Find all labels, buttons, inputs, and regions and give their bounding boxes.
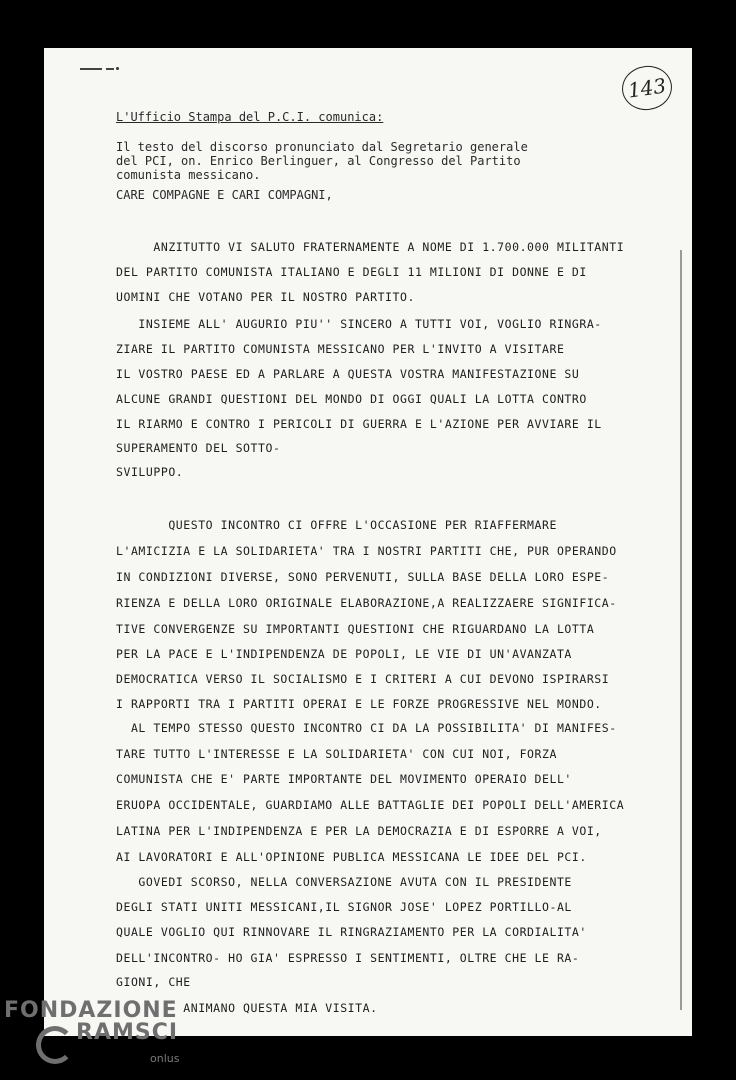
gramsci-g-logo-icon bbox=[36, 1026, 74, 1064]
body-line: DEMOCRATICA VERSO IL SOCIALISMO E I CRITERI A CUI DEVONO ISPIRARSI bbox=[116, 672, 610, 686]
body-line: INSIEME ALL' AUGURIO PIU'' SINCERO A TUTTI VOI, VOGLIO RINGRA- bbox=[116, 317, 602, 331]
body-line: GIONI, CHE bbox=[116, 975, 191, 989]
body-line: L'AMICIZIA E LA SOLIDARIETA' TRA I NOSTRI PARTITI CHE, PUR OPERANDO bbox=[116, 544, 617, 558]
body-line: IL RIARMO E CONTRO I PERICOLI DI GUERRA E L'AZIONE PER AVVIARE IL bbox=[116, 417, 602, 431]
body-line: QUESTO INCONTRO CI OFFRE L'OCCASIONE PER RIAFFERMARE bbox=[116, 518, 557, 532]
body-line: SUPERAMENTO DEL SOTTO- bbox=[116, 441, 281, 455]
watermark-line-2: RAMSCI bbox=[76, 1020, 179, 1045]
body-line: ALCUNE GRANDI QUESTIONI DEL MONDO DI OGGI QUALI LA LOTTA CONTRO bbox=[116, 392, 587, 406]
body-line: AI LAVORATORI E ALL'OPINIONE PUBLICA MESSICANA LE IDEE DEL PCI. bbox=[116, 850, 587, 864]
press-office-title: L'Ufficio Stampa del P.C.I. comunica: bbox=[116, 110, 384, 124]
body-line: RIENZA E DELLA LORO ORIGINALE ELABORAZIONE,A REALIZZAERE SIGNIFICA- bbox=[116, 596, 617, 610]
body-line: ANZITUTTO VI SALUTO FRATERNAMENTE A NOME DI 1.700.000 MILITANTI bbox=[116, 240, 625, 254]
body-line: ZIARE IL PARTITO COMUNISTA MESSICANO PER L'INVITO A VISITARE bbox=[116, 342, 565, 356]
body-line: TARE TUTTO L'INTERESSE E LA SOLIDARIETA' CON CUI NOI, FORZA bbox=[116, 747, 557, 761]
watermark-line-3: onlus bbox=[150, 1052, 180, 1065]
body-line: GOVEDI SCORSO, NELLA CONVERSAZIONE AVUTA CON IL PRESIDENTE bbox=[116, 875, 572, 889]
body-line: ANIMANO QUESTA MIA VISITA. bbox=[116, 1001, 378, 1015]
body-line: I RAPPORTI TRA I PARTITI OPERAI E LE FORZE PROGRESSIVE NEL MONDO. bbox=[116, 697, 602, 711]
fondazione-gramsci-watermark bbox=[4, 998, 204, 1078]
body-line: PER LA PACE E L'INDIPENDENZA DE POPOLI, LE VIE DI UN'AVANZATA bbox=[116, 647, 572, 661]
paper-edge-shadow bbox=[680, 250, 682, 1010]
intro-line: comunista messicano. bbox=[116, 168, 261, 182]
intro-line: Il testo del discorso pronunciato dal Segretario generale bbox=[116, 140, 528, 154]
body-line: DEL PARTITO COMUNISTA ITALIANO E DEGLI 11 MILIONI DI DONNE E DI bbox=[116, 265, 587, 279]
body-line: DELL'INCONTRO- HO GIA' ESPRESSO I SENTIMENTI, OLTRE CHE LE RA- bbox=[116, 951, 580, 965]
body-line: DEGLI STATI UNITI MESSICANI,IL SIGNOR JOSE' LOPEZ PORTILLO-AL bbox=[116, 900, 572, 914]
body-line: SVILUPPO. bbox=[116, 465, 184, 479]
body-line: TIVE CONVERGENZE SU IMPORTANTI QUESTIONI CHE RIGUARDANO LA LOTTA bbox=[116, 622, 595, 636]
body-line: IL VOSTRO PAESE ED A PARLARE A QUESTA VOSTRA MANIFESTAZIONE SU bbox=[116, 367, 580, 381]
body-line: COMUNISTA CHE E' PARTE IMPORTANTE DEL MOVIMENTO OPERAIO DELL' bbox=[116, 772, 572, 786]
pencil-mark bbox=[80, 66, 120, 72]
body-line: LATINA PER L'INDIPENDENZA E PER LA DEMOCRAZIA E DI ESPORRE A VOI, bbox=[116, 824, 602, 838]
salutation: CARE COMPAGNE E CARI COMPAGNI, bbox=[116, 188, 333, 202]
intro-line: del PCI, on. Enrico Berlinguer, al Congresso del Partito bbox=[116, 154, 521, 168]
body-line: ERUOPA OCCIDENTALE, GUARDIAMO ALLE BATTAGLIE DEI POPOLI DELL'AMERICA bbox=[116, 798, 625, 812]
body-line: QUALE VOGLIO QUI RINNOVARE IL RINGRAZIAMENTO PER LA CORDIALITA' bbox=[116, 925, 587, 939]
page-number-stamp: 143 bbox=[619, 63, 675, 114]
watermark-line-1: FONDAZIONE bbox=[4, 998, 178, 1023]
body-line: AL TEMPO STESSO QUESTO INCONTRO CI DA LA POSSIBILITA' DI MANIFES- bbox=[116, 721, 617, 735]
body-line: IN CONDIZIONI DIVERSE, SONO PERVENUTI, SULLA BASE DELLA LORO ESPE- bbox=[116, 570, 610, 584]
body-line: UOMINI CHE VOTANO PER IL NOSTRO PARTITO. bbox=[116, 290, 415, 304]
